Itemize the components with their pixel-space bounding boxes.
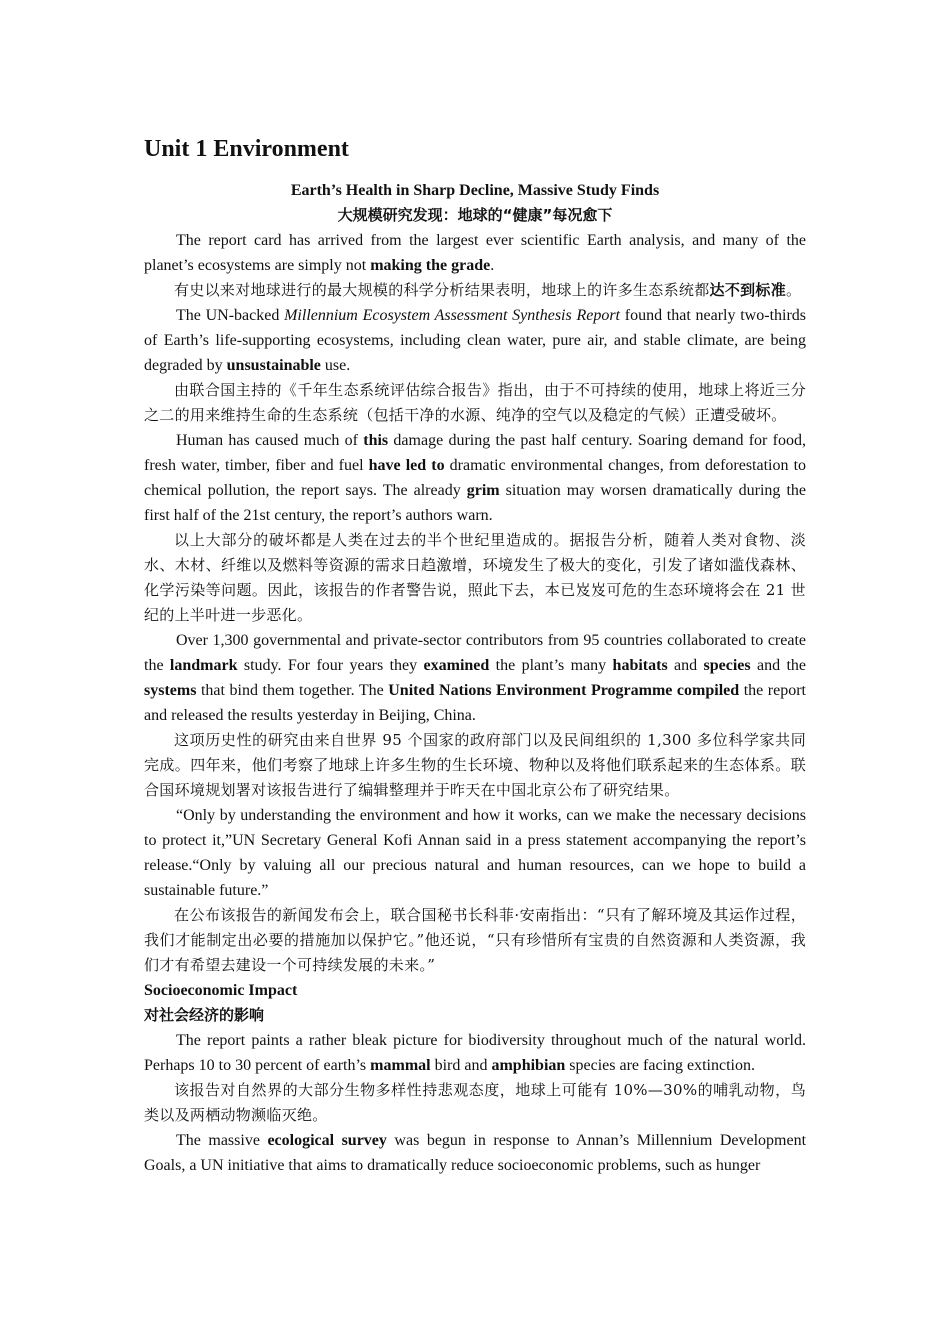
paragraph-1-en: The report card has arrived from the largest ever scientific Earth analysis, and many of the planet’s ecosystems are simply not making the grade.: [144, 232, 806, 274]
paragraph-3-en: Human has caused much of this damage during the past half century. Soaring demand for food, fresh water, timber, fiber and fuel have led to dramatic environmental changes, from deforestation to chemical pollution, the report says. The already grim situation may worsen dramatically during the first half of the 21st century, the report’s authors warn.: [144, 432, 807, 524]
section-heading-en: Socioeconomic Impact: [144, 982, 298, 999]
paragraph-5-en: “Only by understanding the environment and how it works, can we make the necessary decisions to protect it,”UN Secretary General Kofi Annan said in a press statement accompanying the report’s release.“Only by valuing all our precious natural and human resources, can we hope to build a sustainable future.”: [144, 807, 806, 899]
section-heading-zh: 对社会经济的影响: [144, 1006, 265, 1024]
paragraph-6-zh: 该报告对自然界的大部分生物多样性持悲观态度，地球上可能有 10%—30%的哺乳动物，鸟类以及两栖动物濒临灭绝。: [144, 1081, 806, 1124]
paragraph-4-en: Over 1,300 governmental and private-sector contributors from 95 countries collaborated to create the landmark study. For four years they examined the plant’s many habitats and species and the systems that bind them together. The United Nations Environment Programme compiled the report and released the results yesterday in Beijing, China.: [144, 632, 807, 724]
paragraph-7-en: The massive ecological survey was begun in response to Annan’s Millennium Development Goals, a UN initiative that aims to dramatically reduce socioeconomic problems, such as hunger: [144, 1132, 807, 1174]
unit-title: Unit 1 Environment: [144, 136, 349, 162]
paragraph-4-zh: 这项历史性的研究由来自世界 95 个国家的政府部门以及民间组织的 1,300 多位科学家共同完成。四年来，他们考察了地球上许多生物的生长环境、物种以及将他们联系起来的生态体系。联合国环境规划署对该报告进行了编辑整理并于昨天在中国北京公布了研究结果。: [144, 731, 806, 799]
article-title-en: Earth’s Health in Sharp Decline, Massive Study Finds: [290, 182, 660, 199]
paragraph-5-zh: 在公布该报告的新闻发布会上，联合国秘书长科菲·安南指出：“只有了解环境及其运作过程，我们才能制定出必要的措施加以保护它。”他还说，“只有珍惜所有宝贵的自然资源和人类资源，我们才有希望去建设一个可持续发展的未来。”: [144, 906, 806, 974]
paragraph-2-zh: 由联合国主持的《千年生态系统评估综合报告》指出，由于不可持续的使用，地球上将近三分之二的用来维持生命的生态系统（包括干净的水源、纯净的空气以及稳定的气候）正遭受破坏。: [144, 381, 806, 424]
document-page: [144, 132, 806, 1178]
paragraph-3-zh: 以上大部分的破坏都是人类在过去的半个世纪里造成的。据报告分析，随着人类对食物、淡水、木材、纤维以及燃料等资源的需求日趋激增，环境发生了极大的变化，引发了诸如滥伐森林、化学污染等问题。因此，该报告的作者警告说，照此下去，本已岌岌可危的生态环境将会在 21 世纪的上半叶进一步恶化。: [144, 531, 806, 624]
paragraph-6-en: The report paints a rather bleak picture for biodiversity throughout much of the natural world. Perhaps 10 to 30 percent of earth’s mammal bird and amphibian species are facing extinction.: [144, 1032, 806, 1074]
paragraph-1-zh: 有史以来对地球进行的最大规模的科学分析结果表明，地球上的许多生态系统都达不到标准。: [174, 281, 802, 299]
article-title-zh: 大规模研究发现：地球的“健康”每况愈下: [337, 206, 613, 224]
paragraph-2-en: The UN-backed Millennium Ecosystem Assessment Synthesis Report found that nearly two-thirds of Earth’s life-supporting ecosystems, including clean water, pure air, and stable climate, are being degraded by unsustainable use.: [144, 307, 807, 374]
